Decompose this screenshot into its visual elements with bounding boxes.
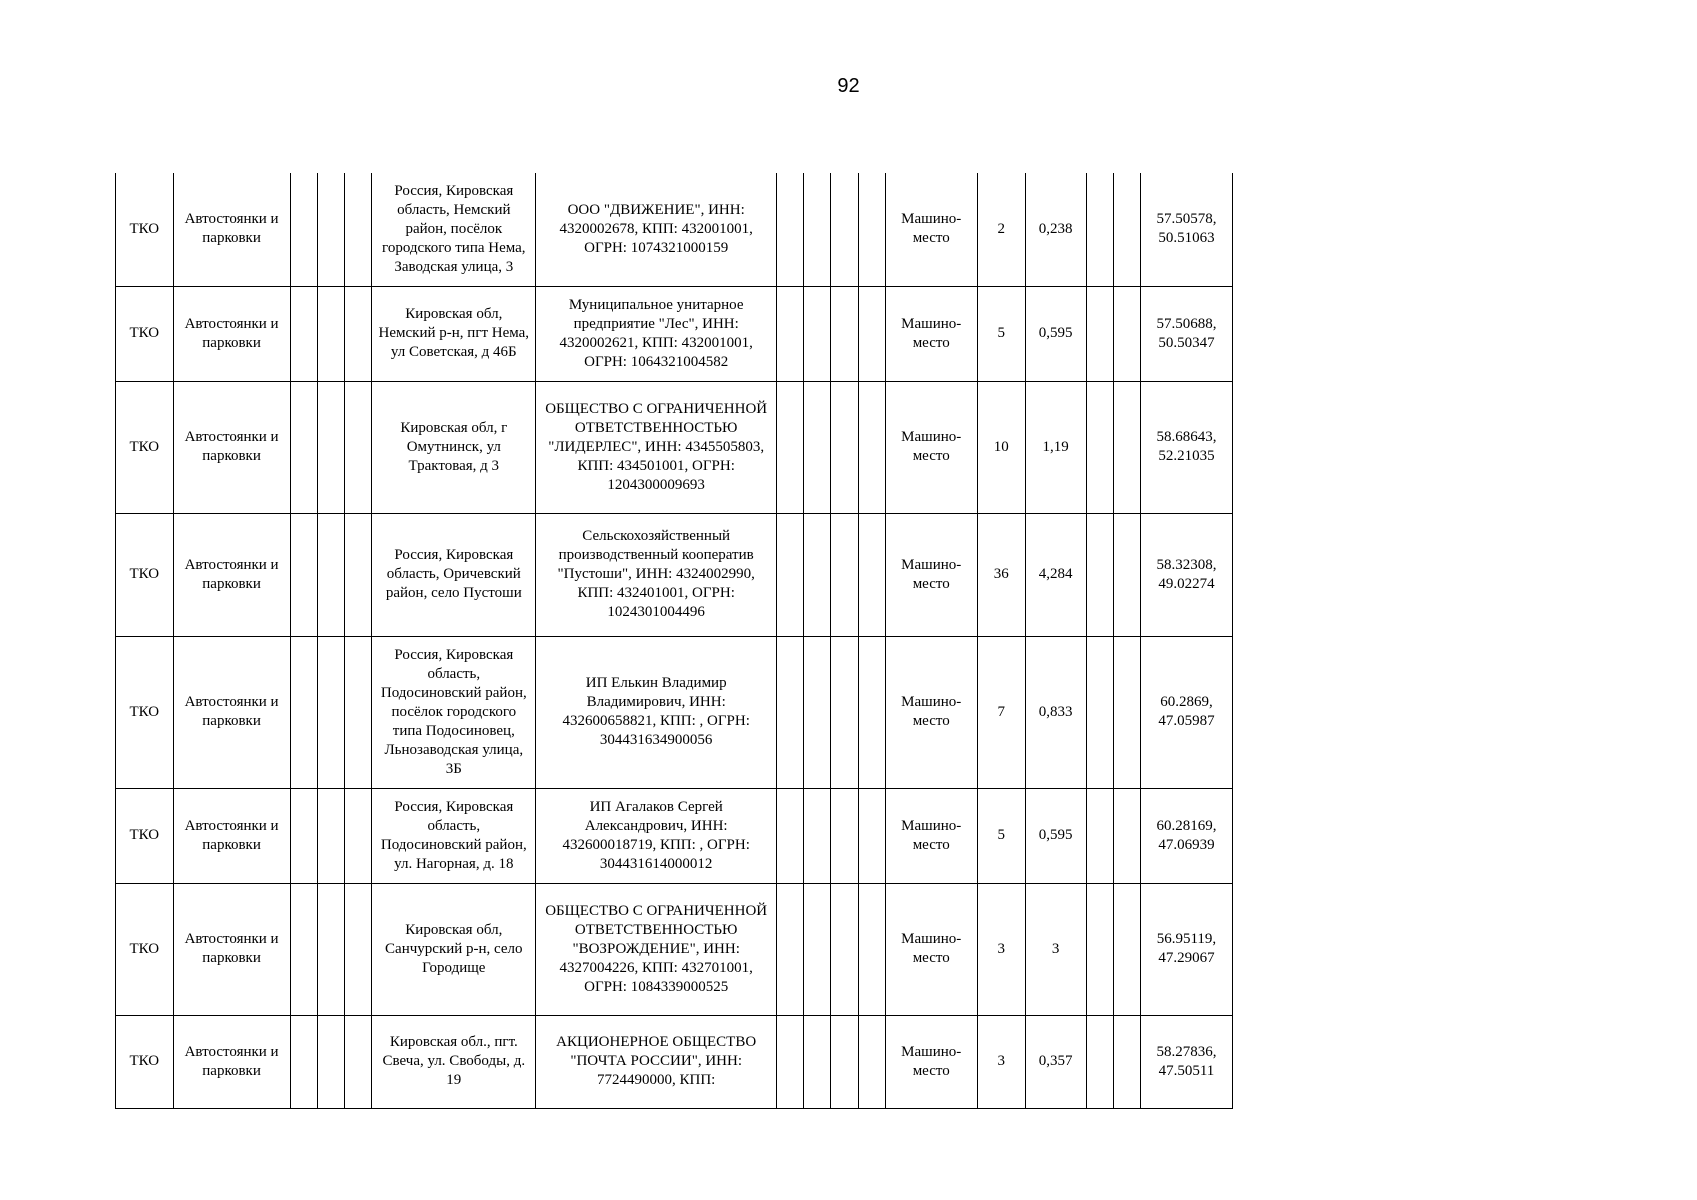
table-row <box>116 381 1233 513</box>
cell-count: 2 <box>977 173 1025 286</box>
cell-value: 0,595 <box>1025 286 1086 381</box>
cell-unit: Машино-место <box>885 513 977 636</box>
cell-empty <box>317 1015 344 1108</box>
cell-empty <box>776 636 803 788</box>
cell-empty <box>317 883 344 1015</box>
cell-empty <box>776 883 803 1015</box>
cell-count: 36 <box>977 513 1025 636</box>
cell-empty <box>776 1015 803 1108</box>
cell-empty <box>317 513 344 636</box>
cell-empty <box>290 1015 317 1108</box>
cell-address: Россия, Кировская область, Оричевский район, село Пустоши <box>372 513 536 636</box>
cell-address: Россия, Кировская область, Немский район, посёлок городского типа Нема, Заводская улица, 3 <box>372 173 536 286</box>
cell-value: 0,595 <box>1025 788 1086 883</box>
cell-value: 0,238 <box>1025 173 1086 286</box>
waste-sites-table <box>115 173 1233 1109</box>
cell-empty <box>1113 381 1140 513</box>
cell-category: Автостоянки и парковки <box>173 883 290 1015</box>
cell-type: ТКО <box>116 286 174 381</box>
table-row <box>116 286 1233 381</box>
cell-empty <box>290 173 317 286</box>
cell-type: ТКО <box>116 173 174 286</box>
cell-empty <box>1086 636 1113 788</box>
cell-address: Россия, Кировская область, Подосиновский район, ул. Нагорная, д. 18 <box>372 788 536 883</box>
cell-empty <box>831 788 858 883</box>
cell-empty <box>804 286 831 381</box>
cell-unit: Машино-место <box>885 381 977 513</box>
cell-empty <box>317 788 344 883</box>
cell-empty <box>290 788 317 883</box>
cell-empty <box>1086 286 1113 381</box>
cell-empty <box>776 788 803 883</box>
cell-empty <box>804 381 831 513</box>
cell-empty <box>290 883 317 1015</box>
cell-empty <box>317 286 344 381</box>
cell-value: 3 <box>1025 883 1086 1015</box>
cell-unit: Машино-место <box>885 883 977 1015</box>
cell-value: 1,19 <box>1025 381 1086 513</box>
cell-category: Автостоянки и парковки <box>173 1015 290 1108</box>
cell-empty <box>831 636 858 788</box>
cell-empty <box>804 513 831 636</box>
cell-organization: Сельскохозяйственный производственный кооператив "Пустоши", ИНН: 4324002990, КПП: 432401001, ОГРН: 1024301004496 <box>536 513 777 636</box>
cell-empty <box>345 173 372 286</box>
cell-unit: Машино-место <box>885 173 977 286</box>
cell-count: 3 <box>977 1015 1025 1108</box>
cell-organization: Муниципальное унитарное предприятие "Лес", ИНН: 4320002621, КПП: 432001001, ОГРН: 1064321004582 <box>536 286 777 381</box>
cell-count: 7 <box>977 636 1025 788</box>
cell-empty <box>290 636 317 788</box>
cell-empty <box>831 286 858 381</box>
cell-coords: 56.95119, 47.29067 <box>1140 883 1232 1015</box>
cell-empty <box>345 1015 372 1108</box>
page-number: 92 <box>837 75 860 97</box>
cell-empty <box>1113 173 1140 286</box>
cell-address: Кировская обл, г Омутнинск, ул Трактовая, д 3 <box>372 381 536 513</box>
cell-coords: 57.50688, 50.50347 <box>1140 286 1232 381</box>
cell-count: 5 <box>977 788 1025 883</box>
cell-empty <box>804 636 831 788</box>
cell-empty <box>858 883 885 1015</box>
cell-empty <box>345 513 372 636</box>
cell-address: Кировская обл, Санчурский р-н, село Городище <box>372 883 536 1015</box>
cell-coords: 60.2869, 47.05987 <box>1140 636 1232 788</box>
cell-empty <box>1113 286 1140 381</box>
cell-count: 3 <box>977 883 1025 1015</box>
table-body <box>116 173 1233 1108</box>
cell-category: Автостоянки и парковки <box>173 286 290 381</box>
table-row <box>116 636 1233 788</box>
cell-count: 5 <box>977 286 1025 381</box>
cell-empty <box>1113 636 1140 788</box>
cell-empty <box>858 381 885 513</box>
cell-coords: 60.28169, 47.06939 <box>1140 788 1232 883</box>
cell-empty <box>1086 788 1113 883</box>
cell-empty <box>831 883 858 1015</box>
cell-organization: ООО "ДВИЖЕНИЕ", ИНН: 4320002678, КПП: 432001001, ОГРН: 1074321000159 <box>536 173 777 286</box>
cell-empty <box>1113 1015 1140 1108</box>
cell-empty <box>858 788 885 883</box>
cell-empty <box>317 381 344 513</box>
cell-empty <box>1086 1015 1113 1108</box>
cell-empty <box>1086 173 1113 286</box>
cell-empty <box>317 636 344 788</box>
cell-coords: 58.68643, 52.21035 <box>1140 381 1232 513</box>
cell-empty <box>858 1015 885 1108</box>
cell-empty <box>804 883 831 1015</box>
table-row <box>116 1015 1233 1108</box>
cell-empty <box>1113 788 1140 883</box>
cell-type: ТКО <box>116 883 174 1015</box>
cell-empty <box>804 1015 831 1108</box>
cell-empty <box>1086 381 1113 513</box>
cell-category: Автостоянки и парковки <box>173 173 290 286</box>
cell-empty <box>290 381 317 513</box>
cell-category: Автостоянки и парковки <box>173 788 290 883</box>
cell-empty <box>776 173 803 286</box>
table-row <box>116 883 1233 1015</box>
cell-empty <box>1113 883 1140 1015</box>
cell-count: 10 <box>977 381 1025 513</box>
cell-empty <box>1086 513 1113 636</box>
cell-empty <box>776 286 803 381</box>
cell-empty <box>831 173 858 286</box>
cell-category: Автостоянки и парковки <box>173 636 290 788</box>
cell-empty <box>317 173 344 286</box>
cell-type: ТКО <box>116 636 174 788</box>
cell-unit: Машино-место <box>885 1015 977 1108</box>
cell-unit: Машино-место <box>885 636 977 788</box>
cell-empty <box>290 513 317 636</box>
cell-organization: ОБЩЕСТВО С ОГРАНИЧЕННОЙ ОТВЕТСТВЕННОСТЬЮ "ЛИДЕРЛЕС", ИНН: 4345505803, КПП: 434501001, ОГРН: 1204300009693 <box>536 381 777 513</box>
cell-value: 0,833 <box>1025 636 1086 788</box>
cell-empty <box>776 381 803 513</box>
cell-coords: 57.50578, 50.51063 <box>1140 173 1232 286</box>
cell-type: ТКО <box>116 381 174 513</box>
cell-empty <box>858 286 885 381</box>
cell-empty <box>776 513 803 636</box>
cell-empty <box>345 788 372 883</box>
cell-empty <box>804 173 831 286</box>
cell-address: Россия, Кировская область, Подосиновский район, посёлок городского типа Подосиновец, Льнозаводская улица, 3Б <box>372 636 536 788</box>
cell-organization: ИП Агалаков Сергей Александрович, ИНН: 432600018719, КПП: , ОГРН: 304431614000012 <box>536 788 777 883</box>
cell-empty <box>831 1015 858 1108</box>
cell-type: ТКО <box>116 1015 174 1108</box>
table-row <box>116 173 1233 286</box>
cell-empty <box>1086 883 1113 1015</box>
cell-value: 4,284 <box>1025 513 1086 636</box>
table-row <box>116 788 1233 883</box>
cell-empty <box>1113 513 1140 636</box>
cell-empty <box>858 173 885 286</box>
cell-type: ТКО <box>116 788 174 883</box>
cell-organization: ОБЩЕСТВО С ОГРАНИЧЕННОЙ ОТВЕТСТВЕННОСТЬЮ "ВОЗРОЖДЕНИЕ", ИНН: 4327004226, КПП: 432701001, ОГРН: 1084339000525 <box>536 883 777 1015</box>
cell-category: Автостоянки и парковки <box>173 513 290 636</box>
cell-category: Автостоянки и парковки <box>173 381 290 513</box>
cell-coords: 58.27836, 47.50511 <box>1140 1015 1232 1108</box>
cell-address: Кировская обл, Немский р-н, пгт Нема, ул Советская, д 46Б <box>372 286 536 381</box>
cell-empty <box>858 636 885 788</box>
cell-type: ТКО <box>116 513 174 636</box>
table-row <box>116 513 1233 636</box>
cell-empty <box>804 788 831 883</box>
cell-unit: Машино-место <box>885 286 977 381</box>
cell-empty <box>345 883 372 1015</box>
cell-empty <box>831 381 858 513</box>
cell-empty <box>345 381 372 513</box>
cell-unit: Машино-место <box>885 788 977 883</box>
cell-organization: ИП Елькин Владимир Владимирович, ИНН: 432600658821, КПП: , ОГРН: 304431634900056 <box>536 636 777 788</box>
cell-organization: АКЦИОНЕРНОЕ ОБЩЕСТВО "ПОЧТА РОССИИ", ИНН: 7724490000, КПП: <box>536 1015 777 1108</box>
cell-address: Кировская обл., пгт. Свеча, ул. Свободы, д. 19 <box>372 1015 536 1108</box>
cell-empty <box>345 636 372 788</box>
cell-empty <box>858 513 885 636</box>
cell-empty <box>345 286 372 381</box>
cell-empty <box>290 286 317 381</box>
cell-coords: 58.32308, 49.02274 <box>1140 513 1232 636</box>
cell-value: 0,357 <box>1025 1015 1086 1108</box>
cell-empty <box>831 513 858 636</box>
